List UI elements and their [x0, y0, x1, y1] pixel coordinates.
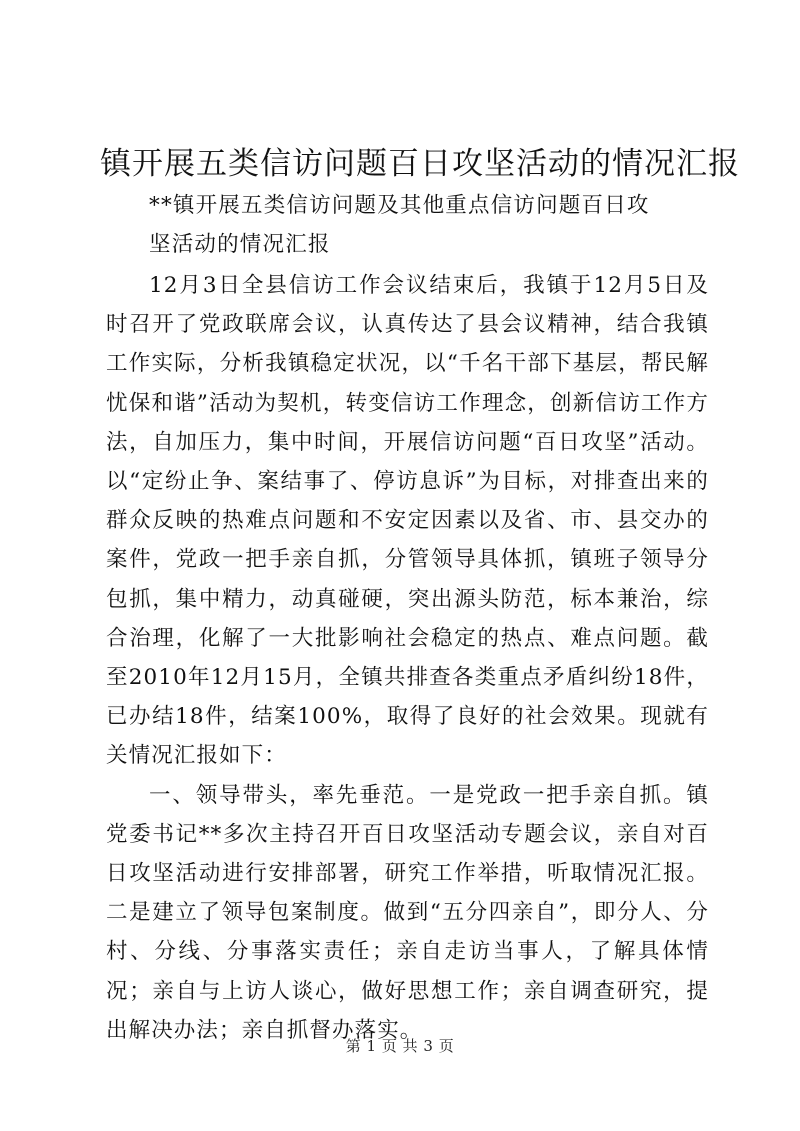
- subtitle-line-2: 坚活动的情况汇报: [149, 232, 331, 257]
- paragraph-leadership: 一、领导带头，率先垂范。一是党政一把手亲自抓。镇党委书记**多次主持召开百日攻坚活动专题会议，亲自对百日攻坚活动进行安排部署，研究工作举措，听取情况汇报。二是建立了领导包案制度。做到“五分四亲自”，即分人、分村、分线、分事落实责任；亲自走访当事人，了解具体情况；亲自与上访人谈心，做好思想工作；亲自调查研究，提出解决办法；亲自抓督办落实。: [106, 782, 709, 1043]
- document-body: [106, 266, 709, 1050]
- subtitle-block: [106, 186, 706, 264]
- document-title: 镇开展五类信访问题百日攻坚活动的情况汇报: [100, 146, 740, 182]
- page-footer: 第 1 页 共 3 页: [345, 1037, 455, 1055]
- subtitle-line-1: **镇开展五类信访问题及其他重点信访问题百日攻: [149, 193, 650, 218]
- paragraph-intro: 12月3日全县信访工作会议结束后，我镇于12月5日及时召开了党政联席会议，认真传达了县会议精神，结合我镇工作实际，分析我镇稳定状况，以“千名干部下基层，帮民解忧保和谐”活动为契机，转变信访工作理念，创新信访工作方法，自加压力，集中时间，开展信访问题“百日攻坚”活动。以“定纷止争、案结事了、停访息诉”为目标，对排查出来的群众反映的热难点问题和不安定因素以及省、市、县交办的案件，党政一把手亲自抓，分管领导具体抓，镇班子领导分包抓，集中精力，动真碰硬，突出源头防范，标本兼治，综合治理，化解了一大批影响社会稳定的热点、难点问题。截至2010年12月15月，全镇共排查各类重点矛盾纠纷18件，已办结18件，结案100%，取得了良好的社会效果。现就有关情况汇报如下：: [106, 273, 709, 769]
